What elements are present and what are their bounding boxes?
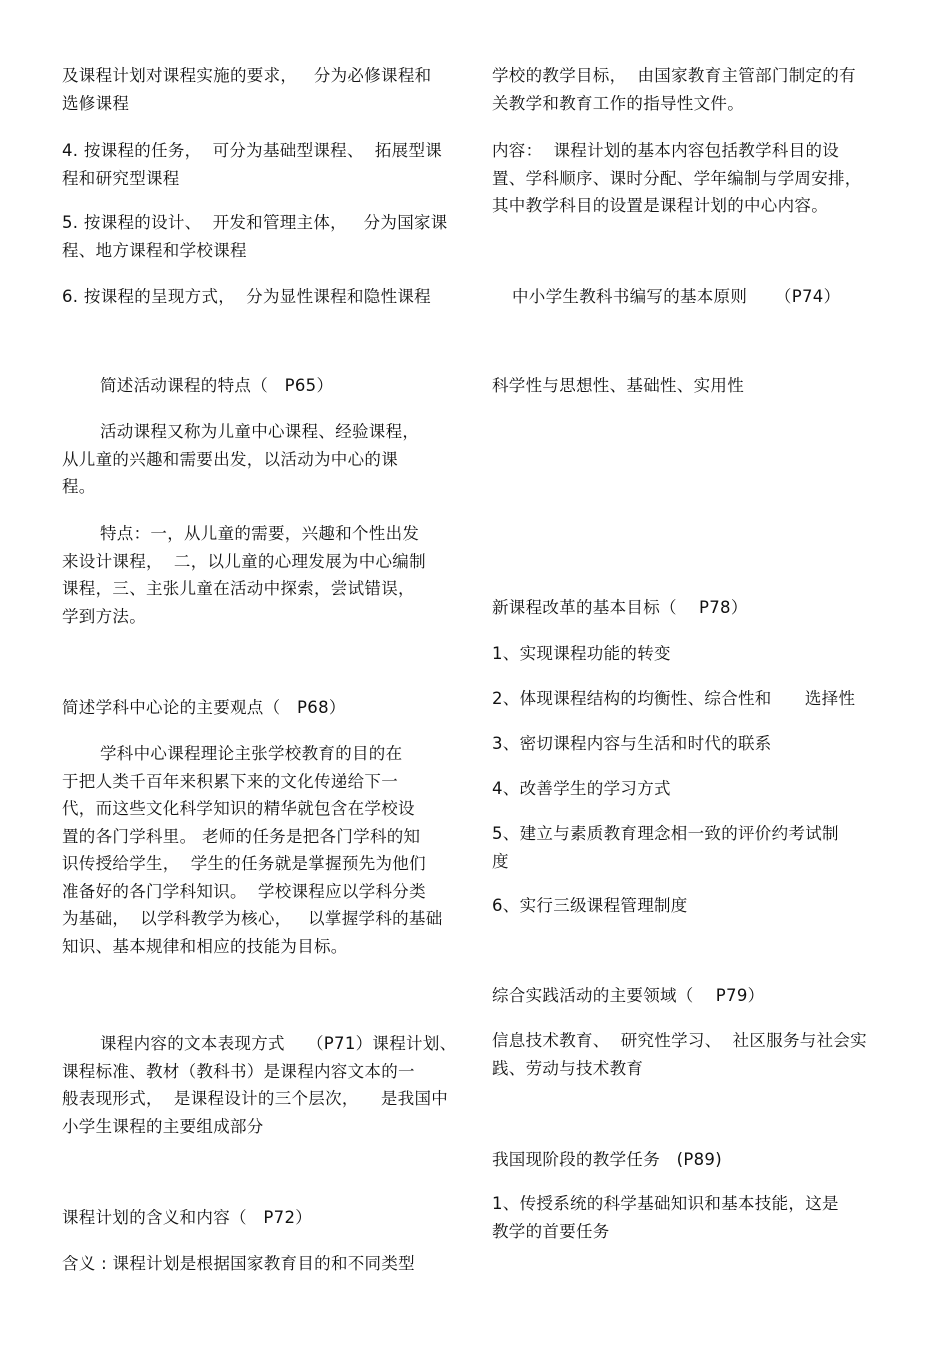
paragraph-task-classification: 4. 按课程的任务， 可分为基础型课程、 拓展型课 程和研究型课程	[62, 141, 443, 188]
heading-teaching-tasks: 我国现阶段的教学任务 (P89)	[492, 1150, 722, 1169]
list-item-reform-goal-6: 6、实行三级课程管理制度	[492, 896, 688, 915]
heading-subject-centered-theory: 简述学科中心论的主要观点（ P68）	[62, 698, 346, 717]
list-item-teaching-task-1: 1、传授系统的科学基础知识和基本技能，这是 教学的首要任务	[492, 1194, 839, 1241]
list-item-reform-goal-3: 3、密切课程内容与生活和时代的联系	[492, 734, 772, 753]
heading-activity-curriculum: 简述活动课程的特点（ P65）	[100, 376, 334, 395]
heading-practice-activity-domains: 综合实践活动的主要领域（ P79）	[492, 986, 765, 1005]
paragraph-curriculum-plan-requirements: 及课程计划对课程实施的要求， 分为必修课程和 选修课程	[62, 66, 432, 113]
paragraph-curriculum-plan-content: 内容： 课程计划的基本内容包括教学科目的设 置、学科顺序、课时分配、学年编制与学周安排， 其中教学科目的设置是课程计划的中心内容。	[492, 141, 862, 215]
paragraph-activity-curriculum-features: 特点：一，从儿童的需要，兴趣和个性出发 来设计课程， 二，以儿童的心理发展为中心编制 课程，三、主张儿童在活动中探索，尝试错误， 学到方法。	[62, 524, 426, 626]
paragraph-activity-curriculum-definition: 活动课程又称为儿童中心课程、经验课程， 从儿童的兴趣和需要出发，以活动为中心的课 程。	[62, 422, 420, 496]
list-item-reform-goal-4: 4、改善学生的学习方式	[492, 779, 671, 798]
list-item-reform-goal-1: 1、实现课程功能的转变	[492, 644, 671, 663]
heading-curriculum-plan: 课程计划的含义和内容（ P72）	[62, 1208, 313, 1227]
paragraph-practice-activity-domains: 信息技术教育、 研究性学习、 社区服务与社会实 践、劳动与技术教育	[492, 1031, 867, 1078]
list-item-reform-goal-5: 5、建立与素质教育理念相一致的评价约考试制 度	[492, 824, 839, 871]
paragraph-subject-centered-theory: 学科中心课程理论主张学校教育的目的在 于把人类千百年来积累下来的文化传递给下一 代，而这些文化科学知识的精华就包含在学校设 置的各门学科里。 老师的任务是把各门学科的知 识传授给学生， 学生的任务就是掌握预先为他们 准备好的各门学科知识。 学校课程应以学科分类 为基础， 以学科教学为核心， 以掌握学科的基础 知识、基本规律和相应的技能为目标。	[62, 744, 443, 956]
list-item-reform-goal-2: 2、体现课程结构的均衡性、综合性和 选择性	[492, 689, 856, 708]
paragraph-subject-classification: 5. 按课程的设计、 开发和管理主体， 分为国家课 程、地方课程和学校课程	[62, 213, 448, 260]
paragraph-curriculum-plan-continued: 学校的教学目标， 由国家教育主管部门制定的有 关教学和教育工作的指导性文件。	[492, 66, 856, 113]
paragraph-textbook-principles: 科学性与思想性、基础性、实用性	[492, 376, 744, 395]
heading-textbook-principles: 中小学生教科书编写的基本原则 （P74）	[512, 287, 841, 306]
heading-reform-goals: 新课程改革的基本目标（ P78）	[492, 598, 748, 617]
paragraph-curriculum-plan-meaning: 含义 : 课程计划是根据国家教育目的和不同类型	[62, 1254, 415, 1273]
paragraph-curriculum-text-forms: 课程内容的文本表现方式 （P71）课程计划、 课程标准、教材（教科书）是课程内容文本的一 般表现形式， 是课程设计的三个层次， 是我国中 小学生课程的主要组成部分	[62, 1034, 457, 1136]
paragraph-presentation-classification: 6. 按课程的呈现方式， 分为显性课程和隐性课程	[62, 287, 431, 306]
